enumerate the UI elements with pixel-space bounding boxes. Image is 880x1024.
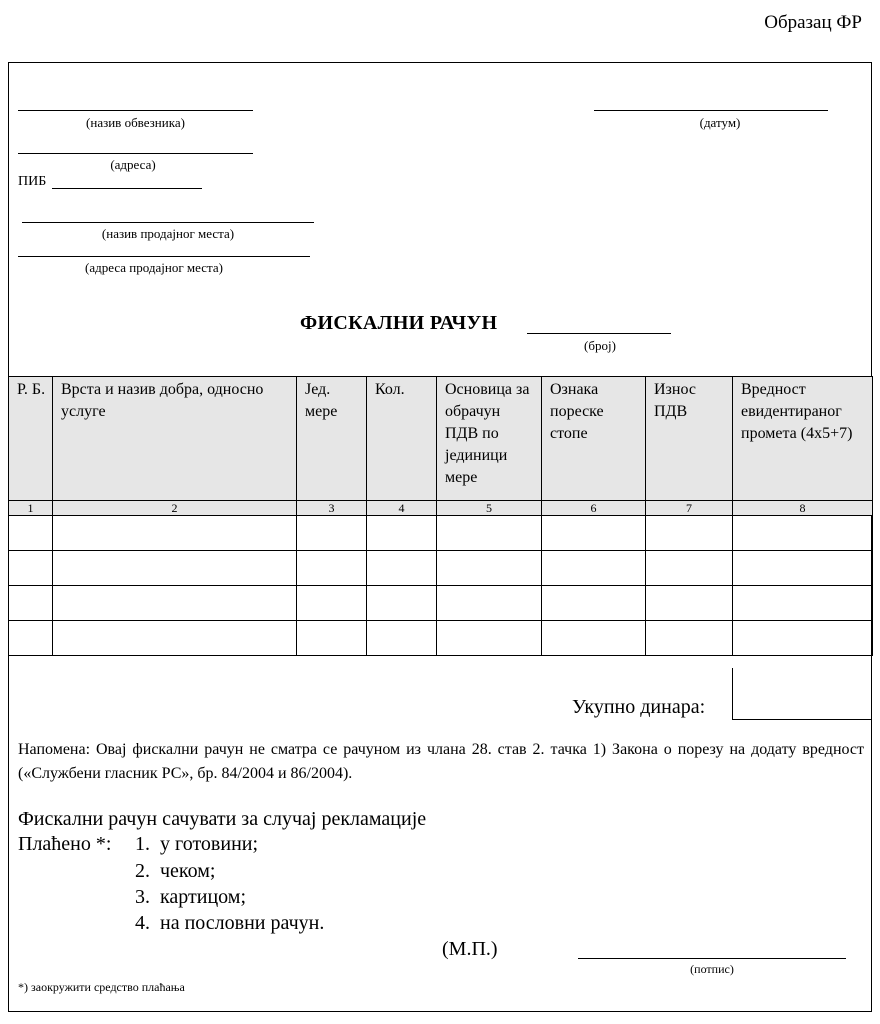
payment-option-label: у готовини; <box>160 833 259 855</box>
table-cell[interactable] <box>646 516 733 551</box>
table-cell[interactable] <box>53 516 297 551</box>
table-cell[interactable] <box>297 586 367 621</box>
col-header-base: Основица за обрачун ПДВ по јединици мере <box>437 377 542 501</box>
keep-notice: Фискални рачун сачувати за случај рекламације <box>18 808 427 830</box>
payment-option-number: 3. <box>135 886 150 908</box>
pib-label: ПИБ <box>18 174 47 189</box>
total-label: Укупно динара: <box>572 696 706 718</box>
table-cell[interactable] <box>9 621 53 656</box>
receipt-number-caption: (број) <box>584 338 616 353</box>
taxpayer-name-caption: (назив обвезника) <box>86 115 185 130</box>
table-row <box>9 621 873 656</box>
col-number: 4 <box>367 501 437 516</box>
signature-line[interactable] <box>578 958 846 959</box>
table-cell[interactable] <box>53 586 297 621</box>
table-cell[interactable] <box>437 586 542 621</box>
pib-line[interactable] <box>52 188 202 189</box>
table-cell[interactable] <box>437 551 542 586</box>
table-cell[interactable] <box>297 621 367 656</box>
legal-note: Напомена: Овај фискални рачун не сматра се рачуном из члана 28. став 2. тачка 1) Закона о порезу на додату вредност («Службени гласник РС», бр. 84/2004 и 86/2004). <box>18 741 864 782</box>
payment-option-number: 4. <box>135 912 150 934</box>
table-cell[interactable] <box>9 516 53 551</box>
payment-option-label: на пословни рачун. <box>160 912 325 934</box>
table-cell[interactable] <box>437 516 542 551</box>
payment-option[interactable] <box>135 912 324 935</box>
col-header-vat: Износ ПДВ <box>646 377 733 501</box>
table-cell[interactable] <box>542 516 646 551</box>
sale-place-line[interactable] <box>22 222 314 223</box>
col-number: 6 <box>542 501 646 516</box>
table-cell[interactable] <box>733 516 873 551</box>
table-cell[interactable] <box>542 551 646 586</box>
col-number: 7 <box>646 501 733 516</box>
table-cell[interactable] <box>367 516 437 551</box>
table-row <box>9 516 873 551</box>
table-cell[interactable] <box>297 551 367 586</box>
footnote: *) заокружити средство плаћања <box>18 980 185 994</box>
receipt-number-line[interactable] <box>527 333 671 334</box>
payment-option[interactable] <box>135 886 246 909</box>
table-cell[interactable] <box>542 586 646 621</box>
table-cell[interactable] <box>733 586 873 621</box>
signature-caption: (потпис) <box>690 962 734 976</box>
address-caption: (адреса) <box>110 157 156 172</box>
paid-label: Плаћено *: <box>18 833 112 855</box>
table-cell[interactable] <box>733 621 873 656</box>
address-line[interactable] <box>18 153 253 154</box>
payment-option[interactable] <box>135 833 258 856</box>
payment-option-label: чеком; <box>160 860 216 882</box>
col-number: 1 <box>9 501 53 516</box>
sale-place-caption: (назив продајног места) <box>101 226 235 241</box>
table-cell[interactable] <box>437 621 542 656</box>
receipt-title: ФИСКАЛНИ РАЧУН <box>300 312 498 334</box>
payment-option-number: 1. <box>135 833 150 855</box>
col-number: 5 <box>437 501 542 516</box>
payment-option[interactable] <box>135 860 215 883</box>
table-row <box>9 586 873 621</box>
table-cell[interactable] <box>542 621 646 656</box>
date-line[interactable] <box>594 110 828 111</box>
table-row <box>9 551 873 586</box>
table-cell[interactable] <box>367 621 437 656</box>
sale-place-address-line[interactable] <box>18 256 310 257</box>
payment-option-label: картицом; <box>160 886 247 908</box>
total-amount-field[interactable] <box>732 668 872 720</box>
table-cell[interactable] <box>53 551 297 586</box>
date-caption: (датум) <box>699 115 741 130</box>
col-header-unit: Јед. мере <box>297 377 367 501</box>
table-cell[interactable] <box>733 551 873 586</box>
table-cell[interactable] <box>367 551 437 586</box>
table-cell[interactable] <box>367 586 437 621</box>
col-number: 8 <box>733 501 873 516</box>
col-header-number: Р. Б. <box>9 377 53 501</box>
stamp-placeholder: (М.П.) <box>442 938 498 960</box>
taxpayer-name-line[interactable] <box>18 110 253 111</box>
col-header-item: Врста и назив добра, односно услуге <box>53 377 297 501</box>
table-cell[interactable] <box>646 621 733 656</box>
payment-option-number: 2. <box>135 860 150 882</box>
col-header-value: Вредност евидентираног промета (4x5+7) <box>733 377 873 501</box>
table-cell[interactable] <box>53 621 297 656</box>
form-code: Образац ФР <box>764 12 862 33</box>
table-cell[interactable] <box>9 586 53 621</box>
col-number: 3 <box>297 501 367 516</box>
table-cell[interactable] <box>646 551 733 586</box>
col-header-qty: Кол. <box>367 377 437 501</box>
col-number: 2 <box>53 501 297 516</box>
table-cell[interactable] <box>9 551 53 586</box>
table-cell[interactable] <box>646 586 733 621</box>
table-cell[interactable] <box>297 516 367 551</box>
sale-place-address-caption: (адреса продајног места) <box>85 260 223 275</box>
items-table <box>8 376 873 656</box>
col-header-rate: Ознака пореске стопе <box>542 377 646 501</box>
